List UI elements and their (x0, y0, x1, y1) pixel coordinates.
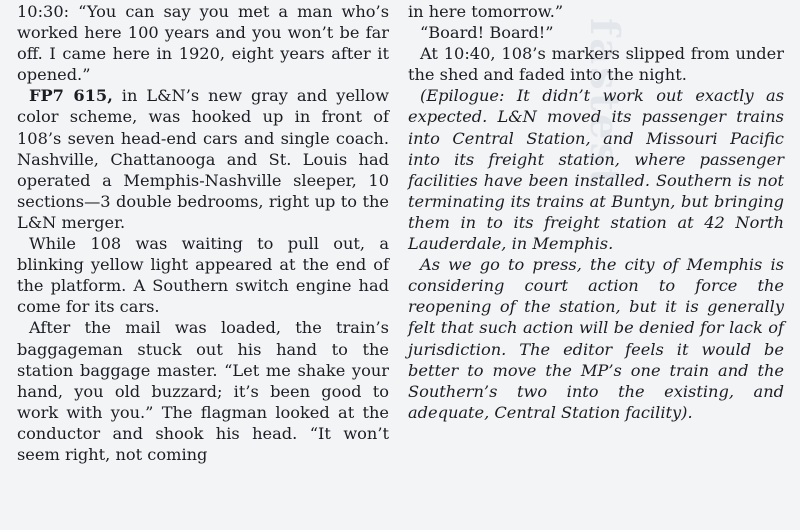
show-through-watermark: fastest (581, 18, 628, 190)
paragraph-epilogue: (Epilogue: It didn’t work out exactly as expected. L&N moved its passenger trains into Central Station, and Missouri Pacific into its freight station, where passenger facilities have been installed. Southern is not terminating its trains at Buntyn, but bringing them in to its freight station at 42 North Lauderdale, in Memphis. (408, 86, 784, 254)
paragraph-switch-engine: While 108 was waiting to pull out, a blinking yellow light appeared at the end of the platform. A Southern switch engine had come for its cars. (17, 234, 389, 317)
paragraph-press-note: As we go to press, the city of Memphis is considering court action to force the reopening of the station, but it is generally felt that such action will be denied for lack of jurisdiction. The editor feels it would be better to move the MP’s one train and the Southern’s two into the existing, and adequate, Central Station facility). (408, 255, 784, 422)
left-text-column (17, 1, 389, 465)
paragraph-fp7-615 (17, 85, 389, 233)
paragraph-quote-1920: 10:30: “You can say you met a man who’s worked here 100 years and you won’t be far off. I came here in 1920, eight years after it opened.” (17, 2, 389, 85)
paragraph-baggageman: After the mail was loaded, the train’s baggageman stuck out his hand to the station baggage master. “Let me shake your hand, you old buzzard; it’s been good to work with you.” The flagman looked at the conductor and shook his head. “It won’t seem right, not coming (17, 318, 389, 464)
paragraph-board: “Board! Board!” (420, 23, 554, 43)
paragraph-fp7-615-text: in L&N’s new gray and yellow color scheme, was hooked up in front of 108’s seven head-end cars and single coach. Nashville, Chattanooga and St. Louis had operated a Memphis-Nashville sleeper, 10 sections—3 double bedrooms, right up to the L&N merger. (17, 86, 389, 232)
paragraph-departure: At 10:40, 108’s markers slipped from under the shed and faded into the night. (408, 44, 784, 85)
locomotive-number: FP7 615, (29, 86, 113, 106)
paragraph-continuation: in here tomorrow.” (408, 2, 564, 21)
right-text-column (408, 1, 784, 423)
